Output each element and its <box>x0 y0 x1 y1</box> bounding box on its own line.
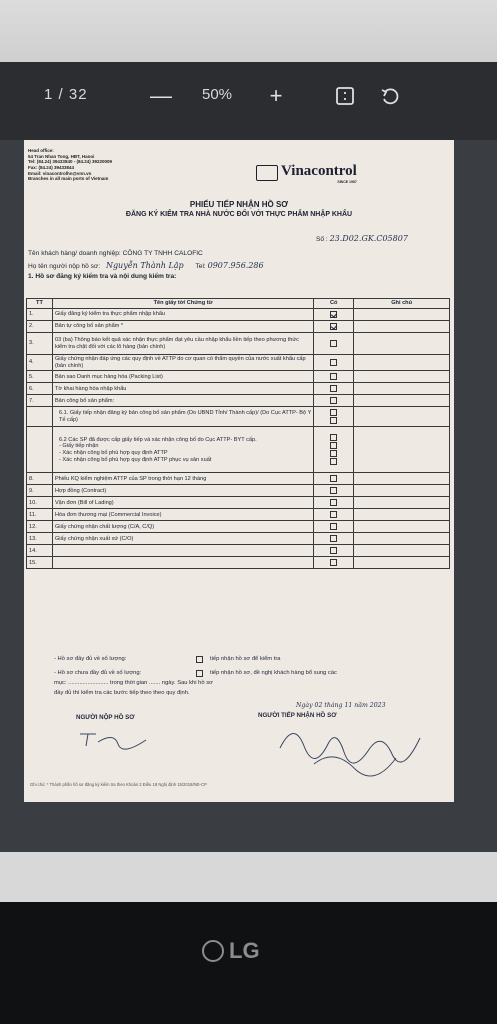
col-name: Tên giấy tờ/ Chứng từ <box>52 299 313 309</box>
row-name <box>52 509 313 521</box>
footer-line3: mục: ......................... trong thời gian ....... ngày. Sau khi hồ sơ <box>54 680 213 686</box>
row-number: 11. <box>27 509 53 521</box>
row-name <box>52 371 313 383</box>
row-note <box>354 383 450 395</box>
fit-page-button[interactable] <box>331 82 359 110</box>
table-row <box>27 355 450 371</box>
row-co-cell <box>314 355 354 371</box>
table-row <box>27 485 450 497</box>
col-tt: TT <box>27 299 53 309</box>
row-number: 8. <box>27 473 53 485</box>
row-name <box>52 321 313 333</box>
checkbox[interactable] <box>330 559 337 566</box>
row-number: 10. <box>27 497 53 509</box>
row-note <box>354 395 450 407</box>
row-note <box>354 333 450 355</box>
checkbox[interactable] <box>330 323 337 330</box>
row-co-cell <box>314 509 354 521</box>
row-name-text: Giấy chứng nhận chất lượng (C/A, C/Q) <box>54 523 155 530</box>
table-row <box>27 427 450 473</box>
checkbox[interactable] <box>330 535 337 542</box>
row-name <box>52 533 313 545</box>
laptop-bezel <box>0 902 497 1024</box>
checkbox[interactable] <box>330 409 337 416</box>
row-name <box>52 485 313 497</box>
table-row <box>27 407 450 427</box>
sign-date: Ngày 02 tháng 11 năm 2023 <box>296 702 386 709</box>
table-row <box>27 473 450 485</box>
row-co-cell <box>314 473 354 485</box>
row-name-text: Giấy chứng nhận xuất xứ (C/O) <box>54 535 134 542</box>
row-name-text: 6.2 Các SP đã được cấp giấy tiếp và xác nhận công bố do Cục ATTP- BYT cấp. <box>58 436 257 443</box>
company-header <box>28 148 158 182</box>
row-name-text: Phiếu KQ kiểm nghiệm ATTP của SP trong thời hạn 12 tháng <box>54 475 207 482</box>
table-row <box>27 521 450 533</box>
row-number: 7. <box>27 395 53 407</box>
document-page <box>24 140 454 802</box>
row-note <box>354 533 450 545</box>
row-number: 12. <box>27 521 53 533</box>
checkbox[interactable] <box>330 442 337 449</box>
tel-value: 0907.956.286 <box>207 261 264 270</box>
row-name <box>52 557 313 569</box>
customer-line: Tên khách hàng/ doanh nghiệp: CÔNG TY TNHH CALOFIC <box>28 250 203 257</box>
screen-bottom-area <box>0 852 497 902</box>
row-name <box>52 395 313 407</box>
table-row <box>27 333 450 355</box>
row-name-text: 03 (ba) Thông báo kết quả xác nhận thực phẩm đạt yêu cầu nhập khẩu liền tiếp theo phương thức kiểm tra chặt đối với các lô hàng (bản chính) <box>54 336 299 350</box>
row-number <box>27 427 53 473</box>
row-name <box>52 473 313 485</box>
table-row <box>27 395 450 407</box>
row-co-cell <box>314 371 354 383</box>
row-number: 9. <box>27 485 53 497</box>
checkbox[interactable] <box>330 523 337 530</box>
zoom-in-button[interactable] <box>262 82 290 110</box>
row-co-cell <box>314 497 354 509</box>
row-co-cell <box>314 521 354 533</box>
col-co: Có <box>314 299 354 309</box>
row-sub-item: - Giấy tiếp nhận <box>58 443 99 450</box>
row-note <box>354 309 450 321</box>
doc-title: PHIẾU TIẾP NHẬN HỒ SƠ <box>189 200 289 209</box>
screen-top-area <box>0 0 497 62</box>
document-viewer[interactable] <box>0 140 497 852</box>
rotate-icon <box>379 85 401 107</box>
submitter-label: Họ tên người nộp hồ sơ: <box>28 263 101 270</box>
checkbox[interactable] <box>330 487 337 494</box>
section-heading: 1. Hồ sơ đăng ký kiểm tra và nội dung kiểm tra: <box>28 273 177 280</box>
sign-right-label: NGƯỜI TIẾP NHẬN HỒ SƠ <box>258 712 337 719</box>
receiver-signature <box>274 718 424 778</box>
fit-page-icon <box>335 86 355 106</box>
table-header <box>27 299 450 309</box>
logo-mark-icon <box>256 165 278 181</box>
row-note <box>354 321 450 333</box>
logo-since: SINCE 1957 <box>337 180 357 184</box>
zoom-in-icon: + <box>269 83 283 108</box>
footer-line4: đầy đủ thì kiểm tra các bước tiếp theo theo quy định. <box>54 690 190 696</box>
lg-logo-icon <box>202 940 224 962</box>
row-co-cell <box>314 309 354 321</box>
row-name-text: Bản công bố sản phẩm: <box>54 397 115 404</box>
row-note <box>354 485 450 497</box>
header-line: Fax: (84.24) 39433844 <box>28 164 75 170</box>
row-note <box>354 521 450 533</box>
checkbox[interactable] <box>330 499 337 506</box>
row-number: 6. <box>27 383 53 395</box>
row-sub-item: - Xác nhận công bố phù hợp quy định ATTP phục vụ sản xuất <box>58 456 212 463</box>
full-checkbox[interactable] <box>196 656 203 663</box>
row-note <box>354 427 450 473</box>
checkbox[interactable] <box>330 340 337 347</box>
pdf-toolbar <box>0 62 497 140</box>
row-number: 4. <box>27 355 53 371</box>
row-sub-item: - Xác nhận công bố phù hợp quy định ATTP <box>58 449 168 456</box>
so-label: Số : <box>316 236 328 243</box>
row-name-text: 6.1. Giấy tiếp nhận đăng ký bản công bố sản phẩm (Do UBND Tỉnh/ Thành cấp)/ (Do Cục ATTP- Bộ Y Tế cấp) <box>58 410 312 423</box>
checkbox[interactable] <box>330 511 337 518</box>
row-name <box>52 497 313 509</box>
checkbox[interactable] <box>330 373 337 380</box>
row-name <box>52 427 313 473</box>
checkbox[interactable] <box>330 458 337 465</box>
row-name <box>52 309 313 321</box>
table-row <box>27 557 450 569</box>
tel-label: Tel: <box>195 263 206 270</box>
row-number: 3. <box>27 333 53 355</box>
header-line: Tel: (84.24) 39433840 - (84.24) 39220009 <box>28 159 112 165</box>
page-separator: / <box>58 86 64 103</box>
table-row <box>27 383 450 395</box>
header-line: 54 Tran Nhan Tong, HBT, Hanoi <box>28 153 95 159</box>
doc-subtitle: ĐĂNG KÝ KIỂM TRA NHÀ NƯỚC ĐỐI VỚI THỰC PHẨM NHẬP KHẨU <box>125 211 353 218</box>
row-number: 2. <box>27 321 53 333</box>
checkbox[interactable] <box>330 450 337 457</box>
checkbox[interactable] <box>330 417 337 424</box>
row-number <box>27 407 53 427</box>
row-name-text: Vận đơn (Bill of Lading) <box>54 499 114 506</box>
submitter-value: Nguyễn Thành Lập <box>105 261 184 270</box>
header-line: Head office: <box>28 148 54 153</box>
row-note <box>354 473 450 485</box>
lg-logo <box>202 938 260 964</box>
row-note <box>354 509 450 521</box>
row-number: 13. <box>27 533 53 545</box>
row-number: 5. <box>27 371 53 383</box>
row-name-text: Hợp đồng (Contract) <box>54 487 107 494</box>
col-note: Ghi chú <box>354 299 450 309</box>
submitter-signature <box>74 728 154 752</box>
row-co-cell <box>314 395 354 407</box>
row-number: 14. <box>27 545 53 557</box>
sign-left-label: NGƯỜI NỘP HỒ SƠ <box>76 714 135 721</box>
row-co-cell <box>314 407 354 427</box>
row-note <box>354 497 450 509</box>
documents-table <box>26 298 450 569</box>
row-number: 1. <box>27 309 53 321</box>
table-row <box>27 309 450 321</box>
page-current[interactable]: 1 <box>44 86 54 103</box>
table-row <box>27 509 450 521</box>
zoom-out-icon: — <box>150 83 172 108</box>
table-row <box>27 321 450 333</box>
checkbox[interactable] <box>330 547 337 554</box>
row-co-cell <box>314 333 354 355</box>
row-name <box>52 355 313 371</box>
checkbox[interactable] <box>330 475 337 482</box>
brand-text: LG <box>229 938 260 963</box>
row-name-text: Giấy đăng ký kiểm tra thực phẩm nhập khẩu <box>54 311 166 318</box>
footer-incomplete-text: tiếp nhận hồ sơ, đề nghị khách hàng bổ sung các <box>210 670 337 676</box>
checkbox[interactable] <box>330 359 337 366</box>
table-row <box>27 533 450 545</box>
row-co-cell <box>314 485 354 497</box>
row-name <box>52 545 313 557</box>
row-co-cell <box>314 545 354 557</box>
table-row <box>27 371 450 383</box>
row-co-cell <box>314 427 354 473</box>
checkbox[interactable] <box>330 434 337 441</box>
row-note <box>354 545 450 557</box>
header-line: Branches in all main ports of Vietnam <box>28 176 109 182</box>
table-row <box>27 545 450 557</box>
row-name <box>52 333 313 355</box>
incomplete-checkbox[interactable] <box>196 670 203 677</box>
row-co-cell <box>314 533 354 545</box>
row-co-cell <box>314 383 354 395</box>
row-name <box>52 407 313 427</box>
row-name-text: Bản sao Danh mục hàng hóa (Packing List) <box>54 373 163 380</box>
footer-incomplete-label: - Hồ sơ chưa đầy đủ về số lượng: <box>54 670 142 676</box>
checkbox[interactable] <box>330 385 337 392</box>
so-value: 23.D02.GK.C05807 <box>329 234 408 243</box>
page-total: 32 <box>68 86 88 103</box>
row-co-cell <box>314 557 354 569</box>
row-note <box>354 407 450 427</box>
logo-text: Vinacontrol <box>281 163 357 179</box>
row-note <box>354 371 450 383</box>
checkbox[interactable] <box>330 397 337 404</box>
row-name-text: Tờ khai hàng hóa nhập khẩu <box>54 385 127 392</box>
row-name-text: Hóa đơn thương mại (Commercial Invoice) <box>54 511 162 518</box>
zoom-level[interactable]: 50% <box>202 86 233 103</box>
row-name-text: Giấy chứng nhận đáp ứng các quy định về ATTP do cơ quan có thẩm quyền của nước xuất khẩu cấp (bản chính) <box>54 356 306 369</box>
footer-full-text: tiếp nhận hồ sơ để kiểm tra <box>210 656 281 662</box>
row-note <box>354 557 450 569</box>
zoom-out-button[interactable] <box>147 82 175 110</box>
checkbox[interactable] <box>330 311 337 318</box>
footnote: Ghi chú: * Thành phần hồ sơ đăng ký kiểm tra theo Khoản 2 Điều 18 Nghị định 15/2018/NĐ-CP <box>30 782 207 787</box>
footer-full-label: - Hồ sơ đầy đủ về số lượng: <box>54 656 127 662</box>
header-line: Email: vinacontrolhn@vnn.vn <box>28 170 92 176</box>
row-name-text: Bản tự công bố sản phẩm * <box>54 323 124 330</box>
row-note <box>354 355 450 371</box>
page-indicator[interactable] <box>44 86 88 103</box>
row-name <box>52 383 313 395</box>
row-name <box>52 521 313 533</box>
row-number: 15. <box>27 557 53 569</box>
rotate-button[interactable] <box>376 82 404 110</box>
table-row <box>27 497 450 509</box>
row-co-cell <box>314 321 354 333</box>
vinacontrol-logo <box>256 162 357 184</box>
